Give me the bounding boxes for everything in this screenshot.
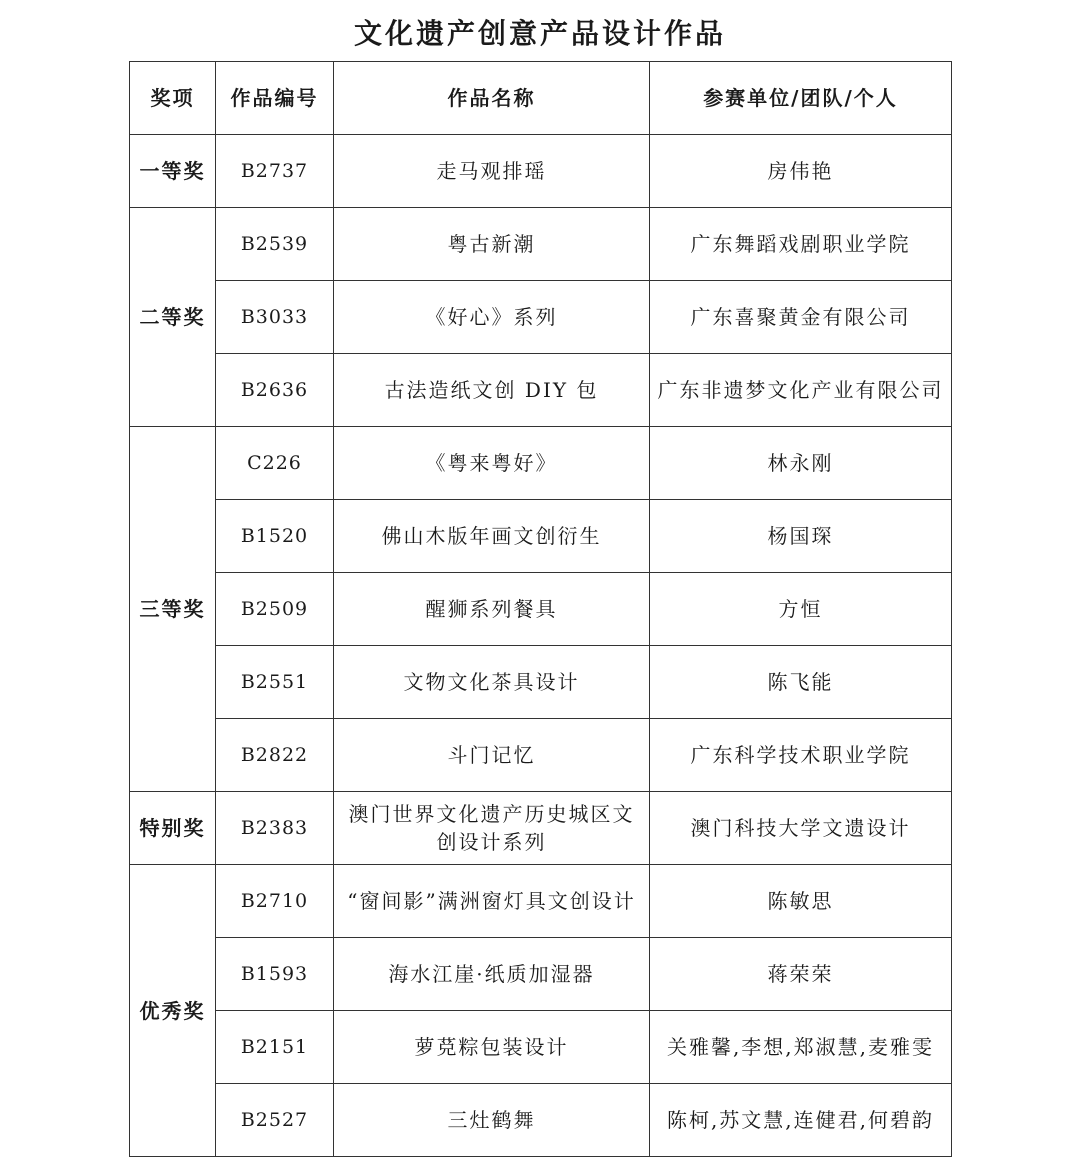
code-cell: B2509: [216, 573, 334, 646]
awards-table: [129, 61, 952, 1157]
table-row: [130, 865, 952, 938]
entrant-cell: 房伟艳: [650, 135, 952, 208]
table-row: [130, 573, 952, 646]
header-name: 作品名称: [334, 62, 650, 135]
name-cell: “窗间影”满洲窗灯具文创设计: [334, 865, 650, 938]
name-cell: 古法造纸文创 DIY 包: [334, 354, 650, 427]
name-cell: 粤古新潮: [334, 208, 650, 281]
table-row: [130, 1084, 952, 1157]
code-cell: B2383: [216, 792, 334, 865]
header-entrant: 参赛单位/团队/个人: [650, 62, 952, 135]
name-cell: 斗门记忆: [334, 719, 650, 792]
award-cell: 一等奖: [130, 135, 216, 208]
entrant-cell: 关雅馨,李想,郑淑慧,麦雅雯: [650, 1011, 952, 1084]
name-cell: 《粤来粤好》: [334, 427, 650, 500]
table-row: [130, 719, 952, 792]
table-row: [130, 354, 952, 427]
entrant-cell: 方恒: [650, 573, 952, 646]
entrant-cell: 陈敏思: [650, 865, 952, 938]
entrant-cell: 广东非遗梦文化产业有限公司: [650, 354, 952, 427]
name-cell: 醒狮系列餐具: [334, 573, 650, 646]
award-cell: 二等奖: [130, 208, 216, 427]
table-row: [130, 135, 952, 208]
table-row: [130, 646, 952, 719]
entrant-cell: 陈飞能: [650, 646, 952, 719]
table-row: [130, 938, 952, 1011]
page-title: 文化遗产创意产品设计作品: [353, 17, 726, 50]
table-row: [130, 208, 952, 281]
entrant-cell: 澳门科技大学文遗设计: [650, 792, 952, 865]
entrant-cell: 杨国琛: [650, 500, 952, 573]
award-cell: 特别奖: [130, 792, 216, 865]
code-cell: B2539: [216, 208, 334, 281]
code-cell: B1520: [216, 500, 334, 573]
code-cell: B1593: [216, 938, 334, 1011]
entrant-cell: 广东喜聚黄金有限公司: [650, 281, 952, 354]
code-cell: B2737: [216, 135, 334, 208]
name-cell: 走马观排瑶: [334, 135, 650, 208]
entrant-cell: 广东舞蹈戏剧职业学院: [650, 208, 952, 281]
code-cell: C226: [216, 427, 334, 500]
header-code: 作品编号: [216, 62, 334, 135]
award-cell: 优秀奖: [130, 865, 216, 1157]
name-cell: 《好心》系列: [334, 281, 650, 354]
code-cell: B2151: [216, 1011, 334, 1084]
header-award: 奖项: [130, 62, 216, 135]
table-row: [130, 1011, 952, 1084]
table-row: [130, 427, 952, 500]
table-row: [130, 792, 952, 865]
code-cell: B2636: [216, 354, 334, 427]
code-cell: B2710: [216, 865, 334, 938]
entrant-cell: 蒋荣荣: [650, 938, 952, 1011]
code-cell: B2822: [216, 719, 334, 792]
entrant-cell: 林永刚: [650, 427, 952, 500]
table-header-row: [130, 62, 952, 135]
award-cell: 三等奖: [130, 427, 216, 792]
entrant-cell: 陈柯,苏文慧,连健君,何碧韵: [650, 1084, 952, 1157]
name-cell: 海水江崖·纸质加湿器: [334, 938, 650, 1011]
entrant-cell: 广东科学技术职业学院: [650, 719, 952, 792]
name-cell: 文物文化茶具设计: [334, 646, 650, 719]
code-cell: B3033: [216, 281, 334, 354]
table-row: [130, 281, 952, 354]
name-cell: 萝莌粽包装设计: [334, 1011, 650, 1084]
code-cell: B2551: [216, 646, 334, 719]
code-cell: B2527: [216, 1084, 334, 1157]
name-cell: 三灶鹤舞: [334, 1084, 650, 1157]
name-cell: 佛山木版年画文创衍生: [334, 500, 650, 573]
name-cell: 澳门世界文化遗产历史城区文创设计系列: [334, 792, 650, 865]
table-row: [130, 500, 952, 573]
